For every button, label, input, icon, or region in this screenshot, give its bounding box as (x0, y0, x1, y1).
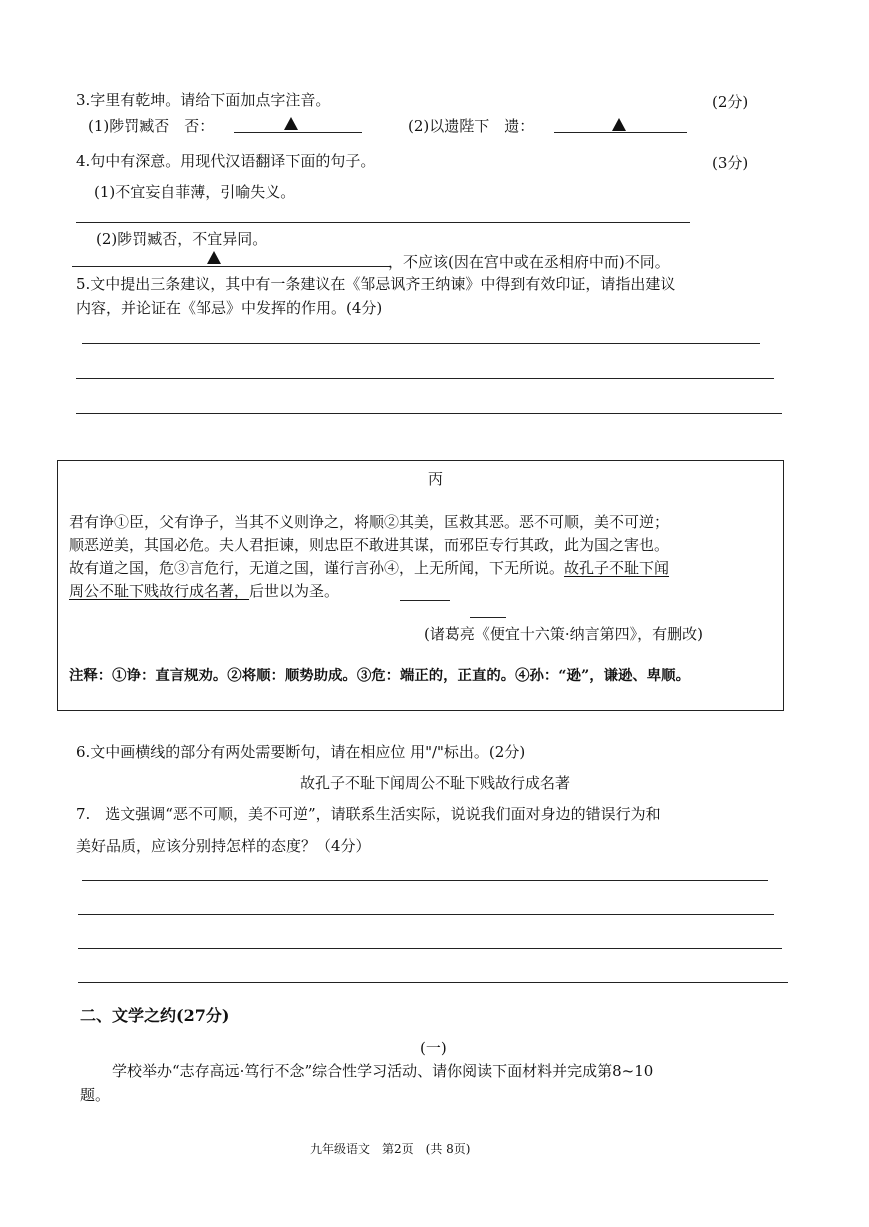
passage-source: (诸葛亮《便宜十六策·纳言第四》，有删改) (424, 625, 703, 643)
q5-answer-line-3[interactable] (76, 413, 782, 414)
page-footer: 九年级语文 第2页 (共 8页) (310, 1142, 471, 1156)
passage-line-1: 君有诤①臣，父有诤子，当其不义则诤之，将顺②其美，匡救其恶。恶不可顺，美不可逆； (69, 513, 670, 531)
passage-line-4 (69, 581, 339, 601)
q4-item2-suffix: ，不应该(因在宫中或在丞相府中而)不同。 (388, 253, 670, 271)
q7-answer-line-4[interactable] (78, 982, 788, 983)
passage-notes: 注释：①诤：直言规劝。②将顺：顺势助成。③危：端正的，正直的。④孙：“逊”，谦逊、卑顺。 (69, 667, 690, 684)
q4-title: 4.句中有深意。用现代汉语翻译下面的句子。 (76, 152, 376, 170)
q5-line-1: 5.文中提出三条建议，其中有一条建议在《邹忌讽齐王纳谏》中得到有效印证，请指出建议 (76, 275, 676, 293)
q7-answer-line-2[interactable] (78, 914, 774, 915)
passage-line-3-plain: 故有道之国，危③言危行，无道之国，谨行言孙④，上无所闻，下无所说。 (69, 559, 565, 577)
passage-underlined-part-1: 故孔子不耻下闻 (564, 559, 670, 577)
passage-short-line-1 (400, 600, 450, 601)
q3-answer-line-2[interactable] (554, 132, 687, 133)
section-2-title: 二、文学之约(27分) (80, 1006, 230, 1025)
q7-answer-line-3[interactable] (78, 948, 782, 949)
q5-answer-line-2[interactable] (76, 378, 774, 379)
q6-sentence: 故孔子不耻下闻周公不耻下贱故行成名著 (300, 774, 571, 792)
q3-title: 3.字里有乾坤。请给下面加点字注音。 (76, 91, 331, 109)
q3-blank-marker-1 (284, 117, 298, 130)
q7-answer-line-1[interactable] (82, 880, 768, 881)
section-2-line-2: 题。 (80, 1086, 111, 1104)
passage-underlined-part-2: 周公不耻下贱故行成名著， (69, 582, 250, 600)
q6-title: 6.文中画横线的部分有两处需要断句，请在相应位 用"/"标出。(2分) (76, 743, 526, 761)
q4-item1: (1)不宜妄自菲薄，引喻失义。 (94, 183, 296, 201)
q4-item2: (2)陟罚臧否，不宜异同。 (96, 230, 268, 248)
q3-blank-marker-2 (612, 118, 626, 131)
q4-blank-marker (207, 251, 221, 264)
passage-short-line-2 (470, 617, 506, 618)
q5-answer-line-1[interactable] (82, 343, 760, 344)
q7-line-1: 7. 选文强调“恶不可顺，美不可逆”，请联系生活实际，说说我们面对身边的错误行为和 (76, 805, 661, 823)
q4-answer-line-1[interactable] (76, 222, 690, 223)
section-2-subtitle: (一) (420, 1039, 447, 1057)
q4-score: (3分) (712, 154, 749, 172)
q3-score: (2分) (712, 93, 749, 111)
q3-item2: (2)以遗陛下 遗： (408, 117, 535, 135)
q3-item1: (1)陟罚臧否 否： (88, 117, 215, 135)
passage-line-2: 顺恶逆美，其国必危。夫人君拒谏，则忠臣不敢进其谋，而邪臣专行其政，此为国之害也。 (69, 536, 670, 554)
q3-answer-line-1[interactable] (234, 132, 362, 133)
passage-line-4-plain: 后世以为圣。 (249, 582, 340, 600)
passage-line-3 (69, 558, 669, 578)
passage-heading: 丙 (428, 470, 444, 488)
q7-line-2: 美好品质，应该分别持怎样的态度？（4分） (76, 837, 371, 855)
q4-answer-line-2[interactable] (72, 266, 390, 267)
section-2-line-1: 学校举办“志存高远·笃行不念”综合性学习活动、请你阅读下面材料并完成第8~10 (112, 1062, 654, 1080)
q5-line-2: 内容，并论证在《邹忌》中发挥的作用。(4分) (76, 299, 383, 317)
